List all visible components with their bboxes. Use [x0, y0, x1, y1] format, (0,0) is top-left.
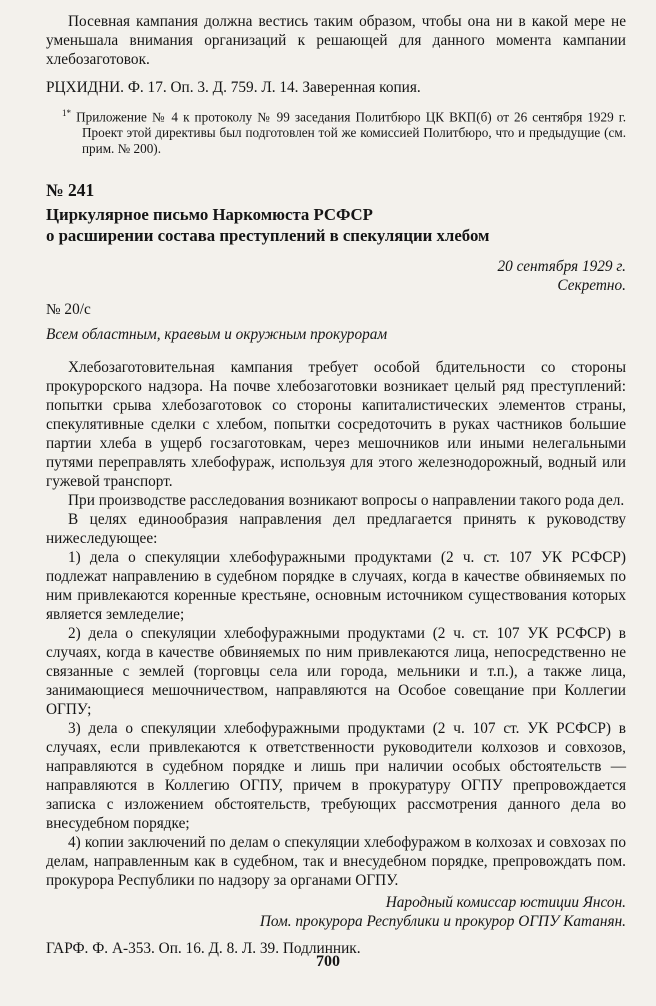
date-block: [46, 257, 626, 295]
document-date: 20 сентября 1929 г.: [497, 258, 626, 276]
preceding-paragraph: Посевная кампания должна вестись таким образом, чтобы она ни в какой мере не уменьшала внимания организаций к решающей для данного момента кампании хлебозаготовок.: [46, 13, 626, 68]
body-item-3: 3) дела о спекуляции хлебофуражными продуктами (2 ч. 107 ст. УК РСФСР) в случаях, если привлекаются к ответственности руководители колхозов и совхозов, направляются в судебном порядке и лишь при наличии особых обстоятельств — направляются в Коллегию ОГПУ, причем в прокуратуру ОГПУ препровождается записка с изложением обстоятельств, требующих рассмотрения данного дела во внесудебном порядке;: [46, 720, 626, 833]
document-body: [46, 358, 626, 890]
body-item-1: 1) дела о спекуляции хлебофуражными продуктами (2 ч. ст. 107 УК РСФСР) подлежат направлению в судебном порядке в случаях, когда в качестве обвиняемых по ним привлекаются коренные крестьяне, основным источником существования которых является земледелие;: [46, 549, 626, 624]
archive-source-citation: ГАРФ. Ф. А-353. Оп. 16. Д. 8. Л. 39. Подлинник.: [46, 940, 361, 958]
document-title-line-2: о расширении состава преступлений в спекуляции хлебом: [46, 226, 490, 246]
document-number: № 241: [46, 180, 95, 201]
body-paragraph-intro: Хлебозаготовительная кампания требует особой бдительности со стороны прокурорского надзора. На почве хлебозаготовки возникает целый ряд преступлений: попытки срыва хлебозаготовок со стороны капиталистических элементов страны, спекулятивные сделки с хлебом, попытки сосредоточить в руках частников большие партии хлеба в ущерб госзаготовкам, через мешочников или иными нелегальными путями переправлять хлебофураж, используя для этого железнодорожный, водный или гужевой транспорт.: [46, 359, 626, 491]
body-paragraph-question: При производстве расследования возникают вопросы о направлении такого рода дел.: [68, 492, 625, 510]
body-item-4: 4) копии заключений по делам о спекуляции хлебофуражом в колхозах и совхозах по делам, направленным как в судебном, так и внесудебном порядке, препровождать пом. прокурора Республики по надзору за органами ОГПУ.: [46, 834, 626, 890]
footnote: [46, 105, 626, 157]
signature-prosecutor: Пом. прокурора Республики и прокурор ОГПУ Катанян.: [259, 913, 626, 931]
footnote-text: Приложение № 4 к протоколу № 99 заседания Политбюро ЦК ВКП(б) от 26 сентября 1929 г. Проект этой директивы был подготовлен той же комиссией Политбюро, что и предыдущие (см. прим. № 200).: [76, 109, 627, 157]
addressee: Всем областным, краевым и окружным прокурорам: [46, 326, 388, 344]
page-number: 700: [316, 953, 340, 970]
document-title-line-1: Циркулярное письмо Наркомюста РСФСР: [46, 205, 373, 225]
reference-number: № 20/с: [46, 301, 91, 319]
secrecy-mark: Секретно.: [557, 277, 626, 295]
body-item-2: 2) дела о спекуляции хлебофуражными продуктами (2 ч. ст. 107 УК РСФСР) в случаях, когда в качестве обвиняемых по ним привлекаются лица, непосредственно не связанные с землей (торговцы села или города, мельники и т.п.), а также лица, занимающиеся мешочничеством, направляются на Особое совещание при Коллегии ОГПУ;: [46, 625, 626, 719]
footnote-marker: 1*: [62, 108, 71, 118]
body-paragraph-proposal: В целях единообразия направления дел предлагается принять к руководству нижеследующее:: [46, 511, 626, 548]
signature-commissar: Народный комиссар юстиции Янсон.: [385, 894, 626, 912]
preceding-source-citation: РЦХИДНИ. Ф. 17. Оп. 3. Д. 759. Л. 14. Заверенная копия.: [46, 79, 421, 96]
